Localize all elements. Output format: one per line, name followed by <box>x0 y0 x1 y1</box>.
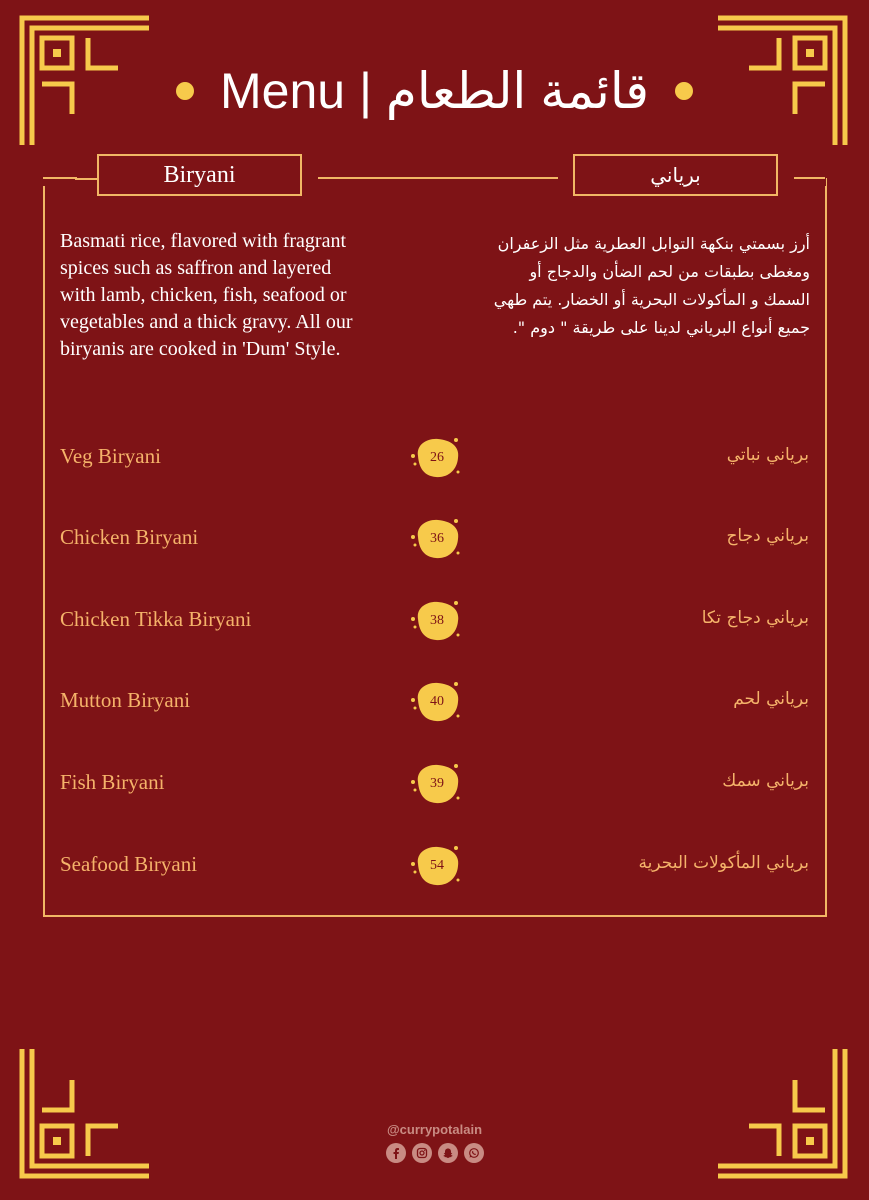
item-name-arabic: برياني لحم <box>733 689 809 709</box>
section-label-english: Biryani <box>97 154 302 196</box>
footer <box>0 1122 869 1163</box>
price-badge <box>410 597 464 645</box>
section-description-english: Basmati rice, flavored with fragrant spices such as saffron and layered with lamb, chicken, fish, seafood or vegetables and a thick gravy. All our biryanis are cooked in 'Dum' Style. <box>60 230 353 360</box>
item-price: 38 <box>430 613 444 628</box>
item-name-arabic: برياني نباتي <box>726 445 809 465</box>
item-name-arabic: برياني دجاج تكا <box>701 608 809 628</box>
bullet-dot-left <box>176 82 194 100</box>
item-price: 54 <box>430 858 444 873</box>
item-name-english: Fish Biryani <box>60 770 165 794</box>
menu-item <box>45 760 821 810</box>
item-price: 36 <box>430 531 444 546</box>
menu-item <box>45 678 821 728</box>
item-name-arabic: برياني سمك <box>722 771 809 791</box>
snapchat-icon[interactable] <box>438 1143 458 1163</box>
frame-top-line <box>318 177 558 179</box>
menu-item <box>45 515 821 565</box>
section-description-arabic: أرز بسمتي بنكهة التوابل العطرية مثل الزعفران ومغطى بطبقات من لحم الضأن والدجاج أو السمك و المأكولات البحرية أو الخضار. يتم طهي جميع أنواع البرياني لدينا على طريقة " دوم ". <box>493 234 810 337</box>
page-title: Menu | قائمة الطعام <box>220 63 649 119</box>
item-name-arabic: برياني دجاج <box>726 526 809 546</box>
frame-top-line <box>43 177 77 179</box>
item-name-english: Mutton Biryani <box>60 688 191 712</box>
facebook-icon[interactable] <box>386 1143 406 1163</box>
menu-item <box>45 597 821 647</box>
social-icons <box>0 1143 869 1163</box>
price-badge <box>410 842 464 890</box>
price-badge <box>410 515 464 563</box>
item-name-english: Veg Biryani <box>60 444 161 468</box>
price-badge <box>410 678 464 726</box>
instagram-icon[interactable] <box>412 1143 432 1163</box>
whatsapp-icon[interactable] <box>464 1143 484 1163</box>
menu-header <box>0 56 869 126</box>
item-price: 40 <box>430 694 444 709</box>
bullet-dot-right <box>675 82 693 100</box>
frame-top-line <box>794 177 825 179</box>
item-name-arabic: برياني المأكولات البحرية <box>638 853 809 873</box>
section-label-arabic: برياني <box>573 154 778 196</box>
social-handle[interactable]: @currypotalain <box>386 1122 483 1137</box>
menu-item <box>45 434 821 484</box>
item-name-english: Seafood Biryani <box>60 852 198 876</box>
item-name-english: Chicken Biryani <box>60 525 199 549</box>
price-badge <box>410 434 464 482</box>
item-price: 39 <box>430 776 444 791</box>
item-price: 26 <box>430 450 444 465</box>
price-badge <box>410 760 464 808</box>
item-name-english: Chicken Tikka Biryani <box>60 607 252 631</box>
menu-item <box>45 842 821 892</box>
